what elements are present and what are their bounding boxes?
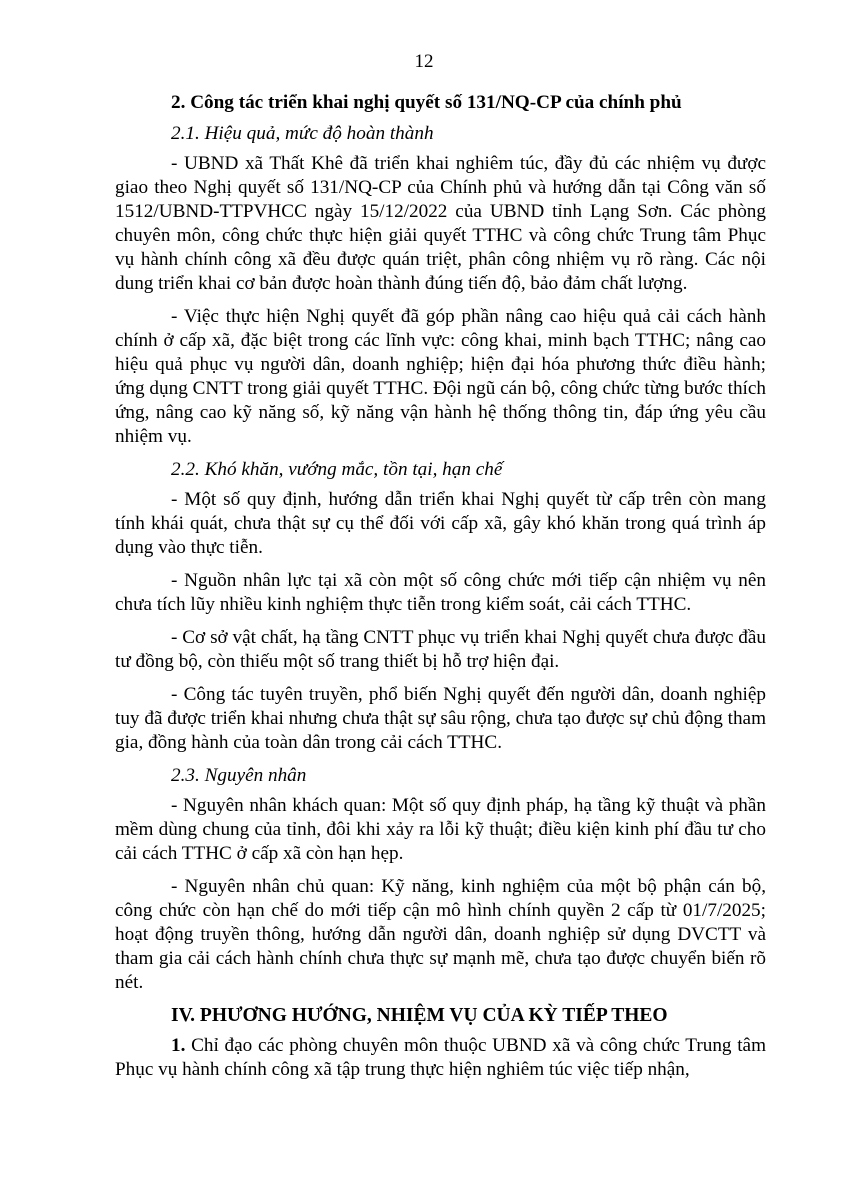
- paragraph: - Cơ sở vật chất, hạ tầng CNTT phục vụ triển khai Nghị quyết chưa được đầu tư đồng bộ, còn thiếu một số trang thiết bị hỗ trợ hiện đại.: [115, 627, 766, 672]
- subsection-2-2-heading: 2.2. Khó khăn, vướng mắc, tồn tại, hạn chế: [171, 459, 503, 480]
- item-number: 1.: [171, 1035, 186, 1056]
- section-2-heading: 2. Công tác triển khai nghị quyết số 131/NQ-CP của chính phủ: [171, 92, 682, 113]
- subsection-2-3-heading: 2.3. Nguyên nhân: [171, 765, 307, 786]
- paragraph: - Việc thực hiện Nghị quyết đã góp phần nâng cao hiệu quả cải cách hành chính ở cấp xã, đặc biệt trong các lĩnh vực: công khai, minh bạch TTHC; nâng cao hiệu quả phục vụ người dân, doanh nghiệp; hiện đại hóa phương thức điều hành; ứng dụng CNTT trong giải quyết TTHC. Đội ngũ cán bộ, công chức từng bước thích ứng, nâng cao kỹ năng số, kỹ năng vận hành hệ thống thông tin, đáp ứng yêu cầu nhiệm vụ.: [115, 306, 766, 447]
- page-number: 12: [414, 51, 434, 72]
- paragraph: - Nguyên nhân khách quan: Một số quy định pháp, hạ tầng kỹ thuật và phần mềm dùng chung của tỉnh, đôi khi xảy ra lỗi kỹ thuật; điều kiện kinh phí đầu tư cho cải cách TTHC ở cấp xã còn hạn hẹp.: [115, 795, 766, 864]
- document-body: [115, 91, 766, 1091]
- numbered-paragraph: [115, 1034, 766, 1082]
- paragraph: - Nguồn nhân lực tại xã còn một số công chức mới tiếp cận nhiệm vụ nên chưa tích lũy nhiều kinh nghiệm thực tiễn trong kiểm soát, cải cách TTHC.: [115, 570, 766, 615]
- paragraph: - UBND xã Thất Khê đã triển khai nghiêm túc, đầy đủ các nhiệm vụ được giao theo Nghị quyết số 131/NQ-CP của Chính phủ và hướng dẫn tại Công văn số 1512/UBND-TTPVHCC ngày 15/12/2022 của UBND tỉnh Lạng Sơn. Các phòng chuyên môn, công chức thực hiện giải quyết TTHC và công chức Trung tâm Phục vụ hành chính công xã đều được quán triệt, phân công nhiệm vụ rõ ràng. Các nội dung triển khai cơ bản được hoàn thành đúng tiến độ, bảo đảm chất lượng.: [115, 153, 766, 294]
- paragraph: - Công tác tuyên truyền, phổ biến Nghị quyết đến người dân, doanh nghiệp tuy đã được triển khai nhưng chưa thật sự sâu rộng, chưa tạo được sự chủ động tham gia, đồng hành của toàn dân trong cải cách TTHC.: [115, 684, 766, 753]
- section-4-heading: IV. PHƯƠNG HƯỚNG, NHIỆM VỤ CỦA KỲ TIẾP THEO: [171, 1005, 668, 1026]
- paragraph: - Nguyên nhân chủ quan: Kỹ năng, kinh nghiệm của một bộ phận cán bộ, công chức còn hạn chế do mới tiếp cận mô hình chính quyền 2 cấp từ 01/7/2025; hoạt động truyền thông, hướng dẫn người dân, doanh nghiệp sử dụng DVCTT và tham gia cải cách hành chính chưa thực sự mạnh mẽ, chưa tạo được chuyển biến rõ nét.: [115, 876, 766, 993]
- subsection-2-1-heading: 2.1. Hiệu quả, mức độ hoàn thành: [171, 123, 434, 144]
- paragraph: - Một số quy định, hướng dẫn triển khai Nghị quyết từ cấp trên còn mang tính khái quát, chưa thật sự cụ thể đối với cấp xã, gây khó khăn trong quá trình áp dụng vào thực tiễn.: [115, 489, 766, 558]
- item-text: Chỉ đạo các phòng chuyên môn thuộc UBND xã và công chức Trung tâm Phục vụ hành chính công xã tập trung thực hiện nghiêm túc việc tiếp nhận,: [115, 1035, 766, 1080]
